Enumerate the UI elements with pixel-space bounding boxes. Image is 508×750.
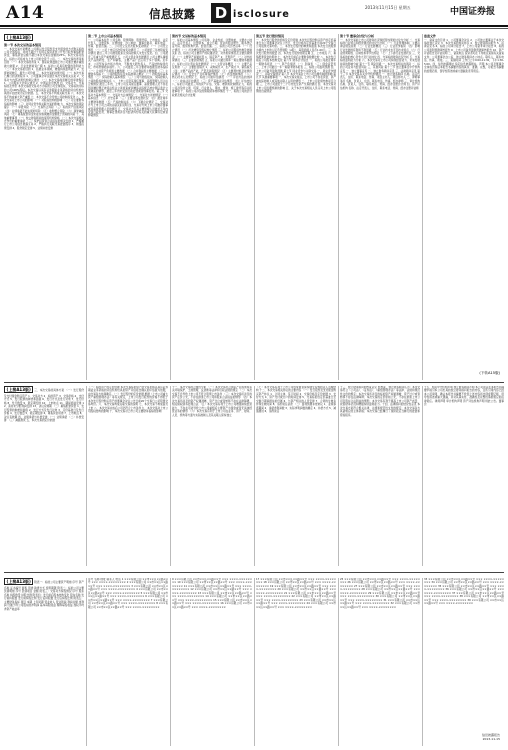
section-title-en: isclosure <box>233 9 290 20</box>
text-column <box>4 34 84 380</box>
text-column <box>256 578 336 746</box>
column-text: 一、标的公司基本情况 公司名称、企业性质、注册地址、主要办公地点、法定代表人、注册资本、成立日期、营业执照注册号、税务登记证号码、组织机构代码、经营范围。二、标的公司历史沿革 （一）设立情况 （二）历次增资及股权转让情况 三、标的公司股权结构及控制关系 四、标的公司主要资产的权属状况、对外担保情况及主要负债情况 （一）主要资产权属状况 1、固定资产 2、无形资产 （二）对外担保情况 （三）主要负债情况 五、标的公司最近两年一期主要财务数据 六、标的公司主营业务发展情况 （一）主营业务概况 （二）主要产品及用途 （三）主要经营模式 1、采购模式 2、生产模式 3、销售模式 （四）主要产品的产能、产量及销售情况 （五）主要原材料及能源供应情况 （六）安全生产及环境保护情况 （七）质量控制情况 （八）核心技术人员情况 七、标的公司的评估情况 （一）评估方法的选择 （二）收益法评估情况 （三）资产基础法评估情况 （四）评估结论 八、标的公司最近三年的资产评估、交易、增资或改制情况 九、标的公司涉及的立项、环保、行业准入、用地、规划、施工建设等有关报批事项 十、标的公司涉及的债权债务转移情况 十一、标的公司的会计政策及相关会计处理 <box>172 38 252 97</box>
header-rule-thick <box>0 25 508 27</box>
text-column <box>340 386 420 566</box>
header-rule-thin <box>0 28 508 29</box>
column-text: 一、本次发行股份的价格及定价原则 本次发行股份购买资产的定价基准日为公司董事会决议公告日，发行价格为定价基准日前20个交易日公司股票交易均价。二、本次发行股份的种类和面值 本次发行的股票为境内上市的人民币普通股（A股），每股面值人民币1.00元。三、本次发行股份的数量 四、本次发行股份的锁定期 五、上市地点 六、募集配套资金的用途 七、本次发行前后主要财务数据比较 八、本次发行前后公司股本结构变化 第六节 财务会计信息 一、标的公司最近两年一期财务报表 （一）资产负债表 （二）利润表 （三）现金流量表 二、上市公司最近一年一期备考财务报表 三、标的公司盈利预测 四、上市公司备考盈利预测 第七节 同业竞争与关联交易 一、同业竞争情况 二、关联交易情况 第八节 本次交易对上市公司治理机制的影响 第九节 其他重要事项 一、本次交易完成后，上市公司不存在资金、资产被实际控制人或其他关联人占用的情形 二、上市公司负债结构是否合理 三、上市公司最近十二个月内发生资产交易的情况 四、本次交易对上市公司治理机制的影响 五、关于本次交易相关人员买卖上市公司股票的自查情况 <box>256 38 336 94</box>
column-label: (上接A13版) <box>4 34 33 41</box>
column-divider <box>254 34 255 380</box>
column-divider <box>170 578 171 746</box>
band-divider <box>4 572 504 573</box>
band-divider <box>4 382 504 383</box>
column-text: 十三、独立财务顾问的核查意见 经核查，独立财务顾问认为：本次交易符合《公司法》、《证券法》、《重组管理办法》等法律、法规和规范性文件的规定；本次交易所涉及的标的资产权属清晰，资产过户或者转移不存在法律障碍；本次交易的定价原则公允，不存在损害上市公司及股东合法利益的情形；本次交易有利于提高上市公司资产质量、改善财务状况和增强持续盈利能力。十四、法律顾问的结论性意见 本次交易方案符合相关法律、法规和规范性文件的规定；本次交易各方具备相应的主体资格；本次交易已经履行了现阶段应当履行的批准和授权程序。 <box>340 386 420 417</box>
text-column <box>88 34 168 380</box>
issue-date: 2013年11月15日 星期五 <box>365 5 411 10</box>
column-divider <box>338 34 339 380</box>
announcement-band-2 <box>4 386 504 566</box>
text-column <box>340 34 420 380</box>
text-column <box>172 578 252 746</box>
text-column <box>88 386 168 566</box>
column-text: 17 ×××有限公司 ××市××区××路××号 ××× ××××-×××××××× 18 ×××有限公司 ××市××区××路××号 ××× ××××-×××××××× 19 ×××有限公司 ××市××区××路××号 ××× ××××-×××××××× 20 ×××有限公司 ××市××区××路××号 ××× ××××-×××××××× 21 ×××有限公司 ××市××区××路××号 ××× ××××-×××××××× 22 ×××有限公司 ××市××区××路××号 ××× ××××-×××××××× 23 ×××有限公司 ××市××区××路××号 ××× ××××-×××××××× 24 ×××有限公司 ××市××区××路××号 ××× ××××-×××××××× <box>256 578 336 609</box>
column-text: 序号 名称 地址 联系人 电话 1 ×××有限公司 ××市××区××路××号 ××× ××××-×××××××× 2 ×××有限公司 ××市××区××路××号 ××× ××××-×××××××× 3 ×××有限公司 ××市××区××路××号 ××× ××××-×××××××× 4 ×××有限公司 ××市××区××路××号 ××× ××××-×××××××× 5 ×××有限公司 ××市××区××路××号 ××× ××××-×××××××× 6 ×××有限公司 ××市××区××路××号 ××× ××××-×××××××× 7 ×××有限公司 ××市××区××路××号 ××× ××××-×××××××× 8 ×××有限公司 ××市××区××路××号 ××× ××××-×××××××× <box>88 578 168 609</box>
column-text: 十一、本次交易的合规性分析 （一）本次交易符合国家产业政策和有关环境保护、土地管理、反垄断等法律和行政法规的规定 （二）本次交易不会导致上市公司不符合股票上市条件 （三）本次交易所涉及的资产定价公允，不存在损害上市公司和股东合法权益的情形 （四）本次交易所涉及的资产权属清晰，资产过户或者转移不存在法律障碍，相关债权债务处理合法 （五）本次交易有利于上市公司增强持续经营能力，不存在可能导致上市公司重组后主要资产为现金或者无具体经营业务的情形 （六）本次交易有利于上市公司在业务、资产、财务、人员、机构等方面与实际控制人及其关联人保持独立 <box>172 386 252 417</box>
text-column <box>4 578 84 746</box>
column-heading: 第十节 董事会讨论与分析 <box>340 34 375 38</box>
column-divider <box>338 386 339 566</box>
column-divider <box>422 34 423 380</box>
column-heading: 第五节 发行股份情况 <box>256 34 285 38</box>
text-column <box>4 386 84 566</box>
column-text: 三、本次交易的具体方案 （一）发行股份及支付现金购买资产 1、交易对方 2、标的资产 3、交易价格 4、支付方式 5、发行股票的种类和面值 6、发行方式及发行对象 7、发行价格 8、发行数量 9、锁定期安排 10、上市地点 11、期间损益安排 12、滚存未分配利润安排 13、决议有效期 （二）募集配套资金 1、发行股票的种类和面值 2、发行方式及发行对象 3、定价基准日及发行价格 4、发行数量 5、锁定期安排 6、募集资金用途 7、上市地点 8、决议有效期 四、业绩承诺与补偿安排 （一）业绩承诺 （二）补偿安排 （三）减值测试 五、本次交易的定价依据 <box>4 389 84 423</box>
column-text: 一、本次交易前上市公司财务状况和经营成果的讨论与分析 二、交易标的行业特点和经营情况的讨论与分析 （一）行业管理体制、主要法律法规及政策 （二）行业发展概况 （三）行业竞争格局 （四）影响行业发展的有利和不利因素 （五）行业技术水平及技术特点 （六）行业的周期性、区域性和季节性特征 （七）上下游行业发展状况 三、交易标的的核心竞争力及行业地位 四、交易标的财务状况分析 五、交易标的盈利能力分析 六、本次交易对上市公司持续经营能力、未来发展前景的影响分析 第十一节 风险因素 一、本次交易相关的风险 二、标的公司业务与经营风险 三、其他风险 第十二节 独立董事及中介机构意见 一、独立董事意见 二、独立财务顾问意见 三、法律顾问意见 第十三节 本次交易有关中介机构情况 一、独立财务顾问 名称、法定代表人、住所、联系电话、传真、项目主办人、项目协办人 二、律师事务所 名称、负责人、住所、联系电话、传真、经办律师 三、审计机构 名称、负责人、住所、联系电话、传真、经办注册会计师 四、资产评估机构 名称、法定代表人、住所、联系电话、传真、经办注册评估师 <box>340 38 420 90</box>
column-divider <box>86 34 87 380</box>
text-column <box>424 386 504 566</box>
column-divider <box>170 34 171 380</box>
column-text: 一、备查文件目录 1、公司董事会决议 2、公司独立董事关于本次交易的独立意见 3、本次交易的相关协议 4、独立财务顾问报告 5、法律意见书 6、标的公司审计报告 7、上市公司备考审计报告 8、标的公司盈利预测审核报告 9、上市公司备考盈利预测审核报告 10、资产评估报告及评估说明 二、备查地点 投资者可在下列地点查阅有关备查文件：公司董事会办公室、独立财务顾问办公地点。联系人、联系电话、传真、地址。三、查阅时间 工作日上午9:00-11:30，下午1:30-5:00。四、信息披露网址 指定信息披露网站。声明 本公司及董事会全体成员保证本报告书摘要内容的真实、准确、完整，对报告书摘要的虚假记载、误导性陈述或重大遗漏负连带责任。 <box>424 38 504 73</box>
page-number: A14 <box>6 3 45 23</box>
page-header <box>0 0 508 30</box>
column-divider <box>170 386 171 566</box>
text-column <box>256 34 336 380</box>
column-label: (上接A13版) <box>4 386 33 393</box>
column-heading: 第四节 交易标的基本情况 <box>172 34 207 38</box>
column-text: 十五、相关中介机构声明 独立财务顾问声明 本公司同意在本报告书摘要中援引本公司出具的独立财务顾问报告的内容，且所引用内容已经本公司审阅，确认本报告书摘要不致因上述内容而出现虚假记载、误导性陈述或重大遗漏，并对其真实性、准确性及完整性承担相应的法律责任。律师声明 审计机构声明 资产评估机构声明 特此公告。董事会 <box>424 386 504 407</box>
announcement-band-3 <box>4 578 504 746</box>
column-heading: 第二节 上市公司基本情况 <box>88 34 123 38</box>
column-heading: 第一节 本次交易的基本情况 <box>4 43 42 47</box>
column-text: 9 ×××有限公司 ××市××区××路××号 ××× ××××-×××××××× 10 ×××有限公司 ××市××区××路××号 ××× ××××-×××××××× 11 ×××有限公司 ××市××区××路××号 ××× ××××-×××××××× 12 ×××有限公司 ××市××区××路××号 ××× ××××-×××××××× 13 ×××有限公司 ××市××区××路××号 ××× ××××-×××××××× 14 ×××有限公司 ××市××区××路××号 ××× ××××-×××××××× 15 ×××有限公司 ××市××区××路××号 ××× ××××-×××××××× 16 ×××有限公司 ××市××区××路××号 ××× ××××-×××××××× <box>172 578 252 609</box>
column-text: （一）标的资产的定价依据 本次交易标的资产的交易价格以具有证券期货业务资格的评估机构出具的资产评估报告确认的评估值为依据，由交易各方协商确定。（二）发行股份的定价依据 根据《上市公司重大资产重组管理办法》等有关规定，上市公司发行股份的价格不得低于本次发行股份购买资产的董事会决议公告日前20个交易日公司股票交易均价。六、本次交易构成关联交易的说明 七、本次交易不构成借壳上市 八、本次交易完成后公司仍符合上市条件 九、本次交易对上市公司股权结构的影响 十、本次交易对上市公司主要财务指标的影响 <box>88 386 168 414</box>
column-heading: 备查文件 <box>424 34 437 38</box>
text-column <box>172 386 252 566</box>
continued-label: (下转A15版) <box>479 371 500 375</box>
text-column <box>424 34 504 380</box>
column-divider <box>422 386 423 566</box>
column-divider <box>422 578 423 746</box>
section-title-cn: 信息披露 <box>149 7 195 21</box>
column-divider <box>254 386 255 566</box>
column-text: 附表一：标的公司主要资产明细 序号 资产名称 证书编号 面积 用途 取得方式 使用期限 附表二：标的公司主要负债明细 序号 负债项目 金额 附表三：交易对方持股情况 序号 股东名称 持股数量 持股比例 附表四：发行前后股本结构变化 股东名称 发行前持股数 发行前持股比例 发行后持股数 发行后持股比例 附表五：主要财务指标 项目 本期 上年同期 营业收入 营业利润 利润总额 净利润 归属于母公司股东的净利润 基本每股收益 稀释每股收益 加权平均净资产收益率 <box>4 581 84 611</box>
column-text: 一、公司基本信息 公司名称、股票简称、股票代码、上市地点、法定代表人、注册资本、注册地址、办公地址、董事会秘书、联系电话、传真、经营范围。二、公司设立及历次股本变动情况 （一）公司设立情况 （二）公司上市后历次股本变动情况 三、公司最近三年控股权变动情况 最近三年公司控股股东及实际控制人未发生变化。四、公司最近三年重大资产重组情况 五、公司主营业务发展情况 公司主要从事相关产品的研发、生产和销售，主要产品广泛应用于多个领域。近年来，公司坚持以市场为导向，不断加大研发投入，产品结构持续优化，市场份额稳步提升。六、公司最近三年主要财务数据及财务指标 （一）合并资产负债表主要数据 （二）合并利润表主要数据 （三）主要财务指标 七、公司控股股东及实际控制人概况 （一）控股股东基本情况 （二）实际控制人基本情况 （三）公司与控股股东、实际控制人之间的股权控制关系 八、上市公司及其现任董事、高级管理人员合法合规情况 最近三年内，上市公司及其现任董事、高级管理人员不存在因涉嫌犯罪正被司法机关立案侦查或涉嫌违法违规正被中国证监会立案调查的情形，最近三年内未受到行政处罚或者刑事处罚。第三节 交易对方基本情况 一、交易对方总体情况 二、交易对方详细情况 （一）基本信息 （二）历史沿革 （三）主要业务发展状况 （四）最近两年主要财务数据 （五）产权控制关系 （六）下属企业情况 三、交易对方与上市公司之间的关联关系说明 四、交易对方向上市公司推荐董事或者高级管理人员的情况 五、交易对方及其主要管理人员最近五年内受到行政处罚、刑事处罚或涉及与经济纠纷有关的重大民事诉讼或者仲裁情况 <box>88 38 168 118</box>
text-column <box>88 578 168 746</box>
text-column <box>172 34 252 380</box>
column-divider <box>254 578 255 746</box>
announcement-band-1 <box>4 34 504 380</box>
text-column <box>340 578 420 746</box>
column-divider <box>338 578 339 746</box>
column-label: (上接A13版) <box>4 578 33 585</box>
page-footnote: 信息披露报告 2013-11-15 <box>481 733 500 741</box>
column-text: （七）本次交易有利于上市公司形成或者保持健全有效的法人治理结构 十二、本次交易相关协议的主要内容 （一）发行股份及支付现金购买资产协议 1、合同主体、签订时间 2、交易价格及定价依据 3、支付方式 4、资产交付或过户的时间安排 5、交易标的自定价基准日至交割日期间损益的归属 6、与资产相关的人员安排 7、合同的生效条件和生效时间 8、违约责任条款 （二）盈利预测补偿协议 1、业绩承诺期间 2、承诺净利润数 3、实际净利润数的确定 4、补偿方式 5、减值测试 6、违约责任 <box>256 386 336 414</box>
column-divider <box>86 578 87 746</box>
column-text: 33 ×××有限公司 ××市××区××路××号 ××× ××××-×××××××× 34 ×××有限公司 ××市××区××路××号 ××× ××××-×××××××× 35 ×××有限公司 ××市××区××路××号 ××× ××××-×××××××× 36 ×××有限公司 ××市××区××路××号 ××× ××××-×××××××× 37 ×××有限公司 ××市××区××路××号 ××× ××××-×××××××× 38 ×××有限公司 ××市××区××路××号 ××× ××××-×××××××× 39 ×××有限公司 ××市××区××路××号 ××× ××××-×××××××× <box>424 578 504 606</box>
column-text: 一、本次交易方案概述 公司拟以发行股份及支付现金的方式购买标的公司全部股权，并向不超过十名特定投资者非公开发行股份募集配套资金，募集资金总额不超过本次交易总金额的25%。本次交易完成后，标的公司将成为上市公司的全资子公司。二、本次交易的背景和目的 （一）本次交易的背景 1、国家政策鼓励上市公司通过兼并重组做大做强 2、行业发展前景广阔 3、标的公司具有较强的盈利能力 （二）本次交易的目的 1、拓展业务领域，增强持续盈利能力 2、发挥协同效应，提升公司价值 三、本次交易的决策过程 （一）本次交易已履行的决策程序 1、公司董事会审议通过本次交易相关议案 2、交易对方内部决策机构审议通过 （二）本次交易尚需履行的审批程序 1、公司股东大会审议通过 2、中国证监会核准 四、交易对方、交易标的及作价 本次交易的交易对方为标的公司全体股东，交易标的为标的公司100%股权。本次交易以具有证券期货业务资格的评估机构出具的评估结果为定价依据。五、本次交易不构成关联交易 六、本次交易不构成重大资产重组 七、本次交易不会导致公司控制权变化 八、本次交易对上市公司的影响 （一）对股权结构的影响 （二）对主要财务指标的影响 （三）对同业竞争和关联交易的影响 九、本次交易的风险提示 （一）审批风险 （二）交易终止风险 （三）标的资产估值风险 （四）业绩承诺不能实现的风险 （五）收购整合风险 （六）商誉减值风险 （七）募集配套资金未能实施或融资金额低于预期的风险 十、其他重要事项 （一）独立财务顾问的保荐机构资格 （二）本次交易相关方作出的重要承诺 （三）保护投资者合法权益的相关安排 1、严格履行上市公司信息披露义务 2、严格执行关联交易批准程序 3、网络投票安排 4、股份锁定安排 5、业绩补偿安排 <box>4 47 84 130</box>
column-divider <box>86 386 87 566</box>
text-column <box>424 578 504 728</box>
text-column <box>256 386 336 566</box>
column-text: 25 ×××有限公司 ××市××区××路××号 ××× ××××-×××××××× 26 ×××有限公司 ××市××区××路××号 ××× ××××-×××××××× 27 ×××有限公司 ××市××区××路××号 ××× ××××-×××××××× 28 ×××有限公司 ××市××区××路××号 ××× ××××-×××××××× 29 ×××有限公司 ××市××区××路××号 ××× ××××-×××××××× 30 ×××有限公司 ××市××区××路××号 ××× ××××-×××××××× 31 ×××有限公司 ××市××区××路××号 ××× ××××-×××××××× 32 ×××有限公司 ××市××区××路××号 ××× ××××-×××××××× <box>340 578 420 609</box>
newspaper-masthead: 中国证券报 <box>450 7 496 17</box>
section-initial-badge: D <box>211 3 231 23</box>
